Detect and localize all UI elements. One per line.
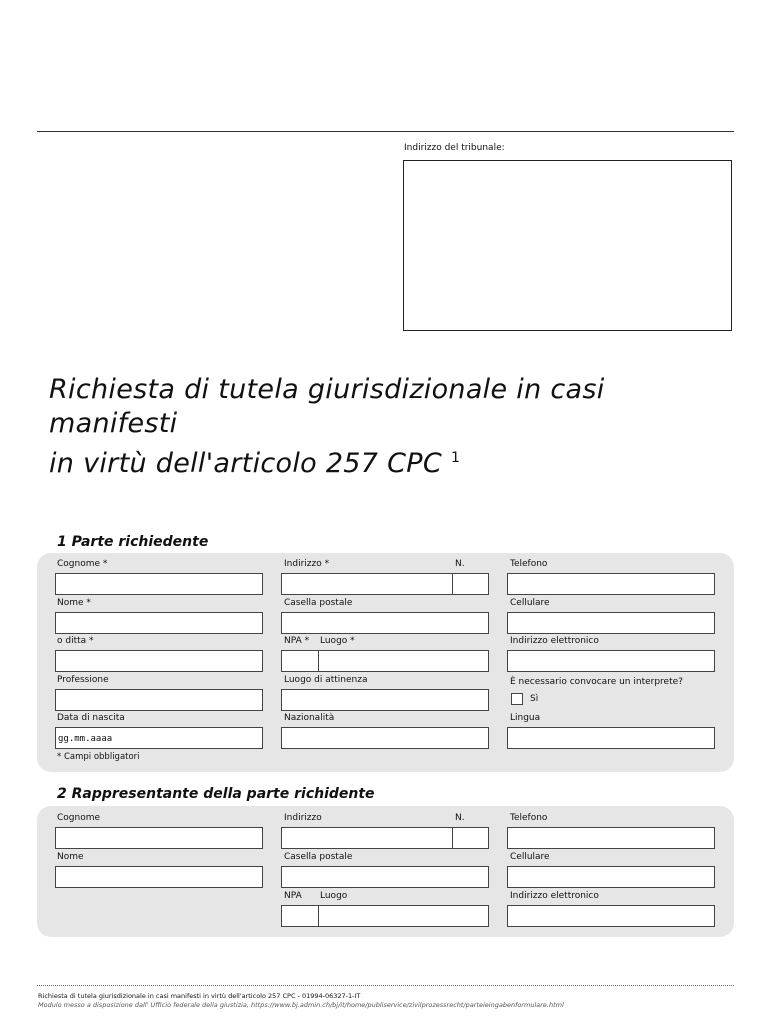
s1-nazionalita-field[interactable] [281, 727, 489, 749]
s2-email-field[interactable] [507, 905, 715, 927]
footer-source: Modulo messo a disposizione dall' Ufficio federale della giustizia, https://www.bj.admin.ch/bj/it/home/publiservice/zivilprozessrecht/parteieingabenformulare.html [38, 1001, 564, 1009]
s1-mandatory-note: * Campi obbligatori [57, 752, 140, 762]
title-footnote: 1 [450, 450, 461, 466]
s1-attinenza-field[interactable] [281, 689, 489, 711]
s1-casella-label: Casella postale [284, 598, 353, 608]
s2-casella-field[interactable] [281, 866, 489, 888]
s1-professione-label: Professione [57, 675, 109, 685]
s1-nome-field[interactable] [55, 612, 263, 634]
s1-cellulare-field[interactable] [507, 612, 715, 634]
court-address-label: Indirizzo del tribunale: [404, 143, 505, 153]
s1-cognome-field[interactable] [55, 573, 263, 595]
s2-nome-field[interactable] [55, 866, 263, 888]
s2-email-label: Indirizzo elettronico [510, 891, 599, 901]
s1-lingua-field[interactable] [507, 727, 715, 749]
s2-luogo-label: Luogo [320, 891, 348, 901]
s1-interprete-checkbox[interactable] [511, 693, 523, 705]
s2-indirizzo-label: Indirizzo [284, 813, 322, 823]
s1-interprete-label: È necessario convocare un interprete? [510, 677, 683, 687]
s2-casella-label: Casella postale [284, 852, 353, 862]
title-line-2: manifesti [49, 408, 178, 439]
title-line-1: Richiesta di tutela giurisdizionale in casi [49, 374, 605, 405]
s2-telefono-label: Telefono [510, 813, 548, 823]
s1-nascita-label: Data di nascita [57, 713, 125, 723]
s1-telefono-label: Telefono [510, 559, 548, 569]
s1-email-label: Indirizzo elettronico [510, 636, 599, 646]
s2-npa-field[interactable] [281, 905, 319, 927]
s1-npa-field[interactable] [281, 650, 319, 672]
s1-cellulare-label: Cellulare [510, 598, 550, 608]
section-2-heading: 2 Rappresentante della parte richidente [57, 786, 375, 802]
s1-npa-label: NPA * [284, 636, 310, 646]
s1-attinenza-label: Luogo di attinenza [284, 675, 368, 685]
s1-professione-field[interactable] [55, 689, 263, 711]
footer-rule [37, 985, 734, 986]
s2-cognome-field[interactable] [55, 827, 263, 849]
s2-indirizzo-field[interactable] [281, 827, 453, 849]
s1-cognome-label: Cognome * [57, 559, 108, 569]
court-address-box[interactable] [403, 160, 732, 331]
s1-email-field[interactable] [507, 650, 715, 672]
s2-numero-label: N. [455, 813, 465, 823]
s2-cellulare-field[interactable] [507, 866, 715, 888]
s2-nome-label: Nome [57, 852, 84, 862]
s2-cognome-label: Cognome [57, 813, 101, 823]
s1-nascita-field[interactable]: gg.mm.aaaa [55, 727, 263, 749]
s1-lingua-label: Lingua [510, 713, 541, 723]
s2-numero-field[interactable] [452, 827, 489, 849]
s1-nazionalita-label: Nazionalità [284, 713, 335, 723]
s1-numero-label: N. [455, 559, 465, 569]
title-line-3: in virtù dell'articolo 257 CPC $^1$ [49, 448, 461, 479]
footer-form-id: Richiesta di tutela giurisdizionale in casi manifesti in virtù dell'articolo 257 CPC - 01994-06327-1-IT [38, 992, 361, 1000]
s2-telefono-field[interactable] [507, 827, 715, 849]
s1-luogo-field[interactable] [318, 650, 489, 672]
s1-indirizzo-field[interactable] [281, 573, 453, 595]
s1-ditta-field[interactable] [55, 650, 263, 672]
s1-nome-label: Nome * [57, 598, 91, 608]
form-title [49, 373, 605, 481]
s1-numero-field[interactable] [452, 573, 489, 595]
s2-luogo-field[interactable] [318, 905, 489, 927]
s2-npa-label: NPA [284, 891, 302, 901]
section-1-heading: 1 Parte richiedente [57, 534, 209, 550]
top-rule [37, 131, 734, 132]
s1-ditta-label: o ditta * [57, 636, 94, 646]
s2-cellulare-label: Cellulare [510, 852, 550, 862]
s1-casella-field[interactable] [281, 612, 489, 634]
s1-si-label: Sì [530, 694, 539, 704]
s1-luogo-label: Luogo * [320, 636, 355, 646]
s1-telefono-field[interactable] [507, 573, 715, 595]
s1-indirizzo-label: Indirizzo * [284, 559, 330, 569]
